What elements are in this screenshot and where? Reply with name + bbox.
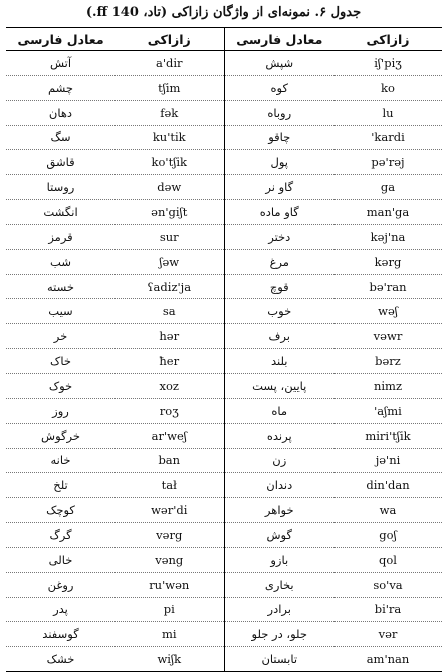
persian-equivalent-cell: چشم [6,75,115,100]
zazaki-word-cell: wəʃ [334,299,442,324]
table-row [6,523,442,548]
persian-equivalent-cell: روغن [6,572,115,597]
table-row [6,473,442,498]
table-row [6,448,442,473]
persian-equivalent-cell: خرگوش [6,423,115,448]
zazaki-word-cell: ʃəw [115,249,224,274]
header-zazaki-2: زازاکی [115,28,224,51]
table-row [6,274,442,299]
persian-equivalent-cell: خواهر [224,498,334,523]
persian-equivalent-cell: برادر [224,597,334,622]
zazaki-word-cell: jə'ni [334,448,442,473]
persian-equivalent-cell: پول [224,150,334,175]
vocabulary-table [6,27,442,672]
zazaki-word-cell: ar'weʃ [115,423,224,448]
table-row [6,547,442,572]
zazaki-word-cell: dəw [115,175,224,200]
zazaki-word-cell: mi̇ri'tʃi̇k [334,423,442,448]
zazaki-word-cell: kərg [334,249,442,274]
table-row [6,150,442,175]
zazaki-word-cell: tał [115,473,224,498]
persian-equivalent-cell: خاک [6,349,115,374]
table-row [6,398,442,423]
zazaki-word-cell: ru'wən [115,572,224,597]
persian-equivalent-cell: پایین، پست [224,373,334,398]
persian-equivalent-cell: گاو ماده [224,200,334,225]
persian-equivalent-cell: شب [6,249,115,274]
persian-equivalent-cell: زن [224,448,334,473]
zazaki-word-cell: 'aʃmi [334,398,442,423]
zazaki-word-cell: pi [115,597,224,622]
table-body [6,51,442,672]
zazaki-word-cell: wər'di̇ [115,498,224,523]
zazaki-word-cell: bərz [334,349,442,374]
zazaki-word-cell: fək [115,100,224,125]
zazaki-word-cell: so'va [334,572,442,597]
zazaki-word-cell: a'di̇r [115,51,224,76]
zazaki-word-cell: ku'ti̇k [115,125,224,150]
persian-equivalent-cell: شپش [224,51,334,76]
persian-equivalent-cell: قرمز [6,224,115,249]
zazaki-word-cell: ko [334,75,442,100]
persian-equivalent-cell: قوچ [224,274,334,299]
zazaki-word-cell: 'kardi [334,125,442,150]
zazaki-word-cell: am'nan [334,647,442,672]
persian-equivalent-cell: بخاری [224,572,334,597]
persian-equivalent-cell: تلخ [6,473,115,498]
persian-equivalent-cell: خسته [6,274,115,299]
persian-equivalent-cell: دهان [6,100,115,125]
table-row [6,373,442,398]
persian-equivalent-cell: سیب [6,299,115,324]
zazaki-word-cell: ban [115,448,224,473]
persian-equivalent-cell: چاقو [224,125,334,150]
zazaki-word-cell: bi̇'ra [334,597,442,622]
zazaki-word-cell: wa [334,498,442,523]
table-row [6,498,442,523]
table-row [6,349,442,374]
persian-equivalent-cell: برف [224,324,334,349]
zazaki-word-cell: vərg [115,523,224,548]
persian-equivalent-cell: خالی [6,547,115,572]
persian-equivalent-cell: آتش [6,51,115,76]
persian-equivalent-cell: کوه [224,75,334,100]
table-row [6,423,442,448]
table-row [6,125,442,150]
table-row [6,597,442,622]
persian-equivalent-cell: خر [6,324,115,349]
zazaki-word-cell: mi [115,622,224,647]
table-row [6,647,442,672]
header-persian-2: معادل فارسی [6,28,115,51]
persian-equivalent-cell: قاشق [6,150,115,175]
zazaki-word-cell: ʕadi̇z'ja [115,274,224,299]
zazaki-word-cell: vəwr [334,324,442,349]
persian-equivalent-cell: مرغ [224,249,334,274]
persian-equivalent-cell: پدر [6,597,115,622]
persian-equivalent-cell: خوب [224,299,334,324]
persian-equivalent-cell: جلو، در جلو [224,622,334,647]
persian-equivalent-cell: روز [6,398,115,423]
persian-equivalent-cell: روباه [224,100,334,125]
zazaki-word-cell: hər [115,324,224,349]
header-zazaki-1: زازاکی [334,28,442,51]
table-row [6,224,442,249]
persian-equivalent-cell: دندان [224,473,334,498]
zazaki-word-cell: goʃ [334,523,442,548]
table-row [6,572,442,597]
persian-equivalent-cell: گوش [224,523,334,548]
persian-equivalent-cell: ماه [224,398,334,423]
persian-equivalent-cell: بلند [224,349,334,374]
persian-equivalent-cell: گاو نر [224,175,334,200]
zazaki-word-cell: xoz [115,373,224,398]
table-row [6,622,442,647]
header-persian-1: معادل فارسی [224,28,334,51]
persian-equivalent-cell: دختر [224,224,334,249]
persian-equivalent-cell: گوسفند [6,622,115,647]
zazaki-word-cell: qol [334,547,442,572]
persian-equivalent-cell: پرنده [224,423,334,448]
persian-equivalent-cell: تابستان [224,647,334,672]
zazaki-word-cell: tʃi̇m [115,75,224,100]
table-row [6,324,442,349]
zazaki-word-cell: bə'ran [334,274,442,299]
table-row [6,100,442,125]
zazaki-word-cell: ga [334,175,442,200]
table-caption: جدول ۶. نمونه‌ای از واژگان زازاکی (تاد، 140 ff.) [85,5,362,20]
persian-equivalent-cell: گرگ [6,523,115,548]
persian-equivalent-cell: خانه [6,448,115,473]
zazaki-word-cell: sa [115,299,224,324]
zazaki-word-cell: di̇n'dan [334,473,442,498]
persian-equivalent-cell: روستا [6,175,115,200]
zazaki-word-cell: vər [334,622,442,647]
zazaki-word-cell: ħer [115,349,224,374]
table-header-row [6,28,442,51]
persian-equivalent-cell: خوک [6,373,115,398]
zazaki-word-cell: ko'tʃi̇k [115,150,224,175]
zazaki-word-cell: ni̇mz [334,373,442,398]
zazaki-word-cell: ən'gi̇ʃt [115,200,224,225]
zazaki-word-cell: man'ga [334,200,442,225]
zazaki-word-cell: roʒ [115,398,224,423]
persian-equivalent-cell: سگ [6,125,115,150]
zazaki-word-cell: lu [334,100,442,125]
persian-equivalent-cell: خشک [6,647,115,672]
table-row [6,200,442,225]
persian-equivalent-cell: کوچک [6,498,115,523]
table-row [6,299,442,324]
zazaki-word-cell: vəng [115,547,224,572]
zazaki-word-cell: sur [115,224,224,249]
persian-equivalent-cell: بازو [224,547,334,572]
table-row [6,51,442,76]
table-row [6,175,442,200]
zazaki-word-cell: pə'rəj [334,150,442,175]
table-row [6,75,442,100]
zazaki-word-cell: wi̇ʃk [115,647,224,672]
table-row [6,249,442,274]
persian-equivalent-cell: انگشت [6,200,115,225]
zazaki-word-cell: i̇ʃ'pi̇ʒ [334,51,442,76]
zazaki-word-cell: kəj'na [334,224,442,249]
